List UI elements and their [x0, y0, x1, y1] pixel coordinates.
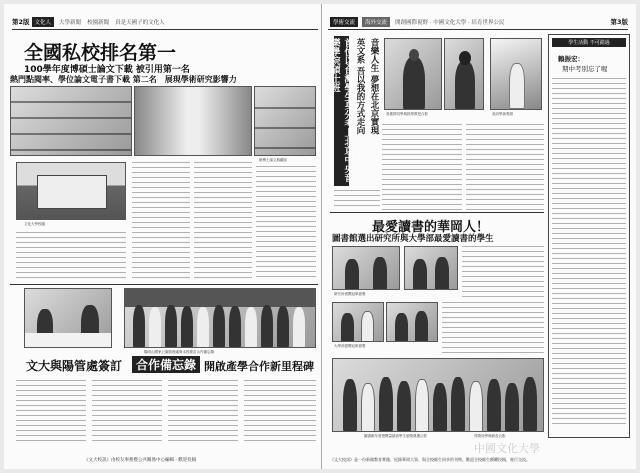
right-page — [324, 4, 636, 469]
sidebar-note-text: 期中考別忘了喔 — [562, 65, 608, 73]
thesis-shelf-photo — [254, 86, 316, 156]
header-rule — [328, 29, 628, 30]
vertical-headline: 首位以台灣學生身分考上北京中央音樂學院碩士班 — [334, 36, 349, 186]
article-text — [382, 124, 462, 210]
mou-headline-1: 文大與陽管處簽訂 — [26, 359, 123, 373]
header-section: 真是天國子的文化人 — [115, 19, 165, 26]
article-text — [442, 302, 544, 354]
award-photo — [332, 246, 400, 290]
subhead-1: 100學年度博碩士論文下載 被引用第一名 — [24, 65, 190, 75]
article-text — [16, 232, 126, 280]
header-section: 大學新聞 — [59, 19, 82, 26]
header-chip: 學術交流 — [330, 17, 358, 27]
portrait-photo — [444, 38, 484, 110]
award-photo — [332, 302, 384, 342]
poem-column-2: 音樂人生 夢想在北京實現 — [369, 38, 379, 135]
left-footer: 《文大校訊》由校友事務暨公共關係中心編輯 · 歡迎投稿 — [84, 458, 197, 463]
portrait-caption: 吳同學演奏照 — [492, 112, 513, 116]
article-text — [256, 166, 316, 280]
mou-caption: 陽明山國家公園管理處與本校簽訂合作備忘錄 — [144, 350, 214, 354]
article-text — [132, 162, 190, 280]
portrait-photo — [384, 38, 442, 110]
campus-building-photo — [16, 162, 126, 220]
header-rule — [12, 29, 318, 30]
sidebar-text — [552, 78, 626, 428]
watermark: 中國文化大學 — [474, 442, 540, 455]
reader-subhead: 圖書館選出研究所與大學部最愛讀書的學生 — [332, 234, 494, 244]
header-chip: 文化人 — [32, 17, 55, 27]
left-page-header — [12, 16, 168, 27]
poem-column-1: 英文系 吾以我的方式走向 — [355, 38, 365, 135]
article-text — [244, 380, 316, 444]
newspaper-spread — [4, 4, 636, 469]
article-text — [92, 380, 162, 444]
mou-signing-photo — [24, 288, 112, 348]
headline: 全國私校排名第一 — [24, 42, 177, 64]
page-number: 第2版 — [12, 18, 30, 26]
mou-headline-3: 開啟產學合作新里程碑 — [204, 360, 314, 373]
group-caption: 圖書館年度借閱量最高學生頒獎典禮合影 — [364, 434, 427, 438]
article-text — [334, 190, 380, 210]
left-page — [4, 4, 322, 469]
right-footer: 《文大校訊》是一份新聞教育實踐、紀錄華岡大事、與全校師生同享的刊物。歡迎全校師生踴躍投稿，進行交流。 — [330, 457, 530, 462]
article-text — [466, 124, 544, 210]
award-photo — [404, 246, 458, 290]
portrait-caption: 吳雅婷同學與指導教授合影 — [386, 112, 428, 116]
group-photo — [332, 358, 544, 432]
reader-headline: 最愛讀書的華岡人！ — [372, 220, 490, 235]
article-text — [168, 380, 238, 444]
header-text: 開創國際視野 · 中國文化大學 · 培育世界公民 — [395, 19, 505, 26]
sidebar-note-title: 賴振宏： — [558, 55, 584, 63]
page-number: 第3版 — [610, 18, 628, 26]
article-text — [16, 380, 86, 444]
subhead-2: 熱門點閱率、學位論文電子書下載 第二名 展現學術研究影響力 — [10, 75, 237, 84]
mou-group-photo — [124, 288, 316, 348]
article-text — [194, 162, 252, 280]
right-page-header — [328, 16, 508, 27]
article-text — [462, 246, 544, 298]
bookshelf-photo — [10, 86, 132, 156]
award-caption: 得獎同學與館長合影 — [474, 434, 506, 438]
mou-headline-2: 合作備忘錄 — [132, 356, 200, 373]
award-photo — [386, 302, 438, 342]
performance-photo — [490, 38, 542, 110]
header-chip: 海外交流 — [362, 17, 390, 27]
library-aisle-photo — [134, 86, 252, 156]
sidebar-title: 學生活動 不可錯過 — [552, 38, 626, 47]
header-section: 校園新聞 — [87, 19, 110, 26]
photo-caption: 文化大學校園 — [24, 222, 45, 226]
photo-caption: 碩博士論文典藏區 — [259, 158, 287, 162]
award-caption: 研究所借閱冠軍頒獎 — [334, 292, 366, 296]
award-caption: 大學部借閱冠軍頒獎 — [334, 344, 366, 348]
